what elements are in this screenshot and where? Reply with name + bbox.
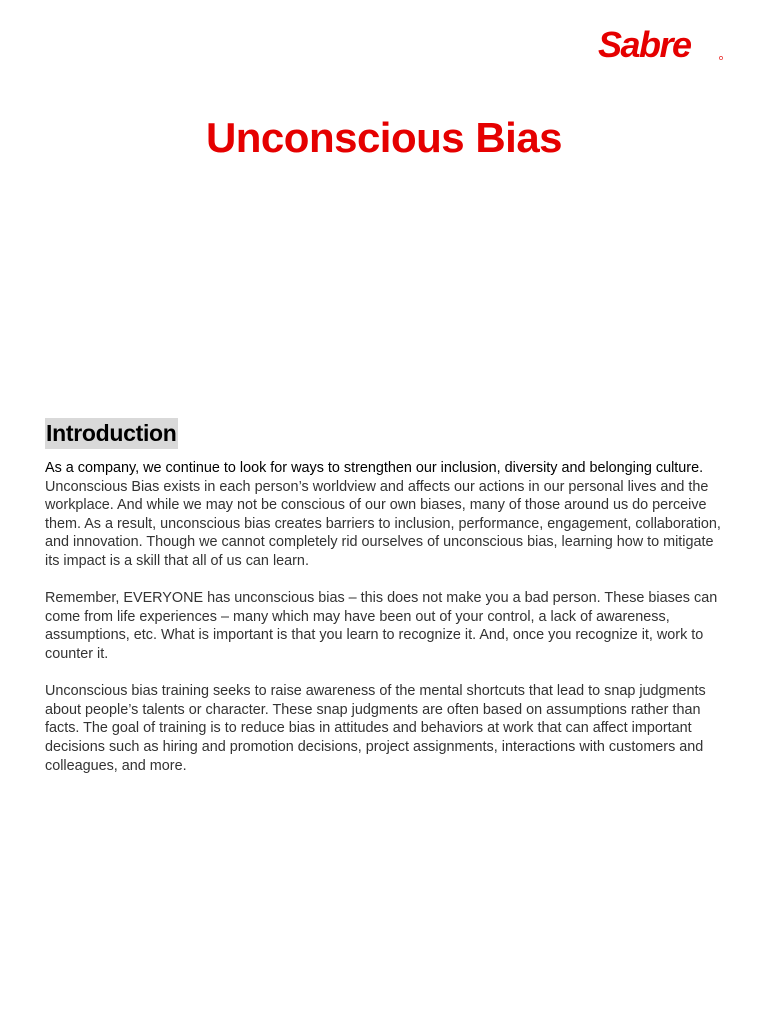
section-heading: Introduction (45, 418, 178, 449)
paragraph-3 (45, 682, 725, 775)
paragraph-1 (45, 459, 725, 571)
registered-mark-icon (719, 56, 722, 59)
sabre-logo (598, 26, 724, 62)
paragraph-2 (45, 589, 725, 663)
sabre-logo-mark (598, 26, 724, 62)
sabre-logo-text: Sabre (598, 26, 691, 62)
document-body (45, 418, 725, 794)
paragraph-2-text: Remember, EVERYONE has unconscious bias – this does not make you a bad person. These biases can come from life experiences – many which may have been out of your control, a lack of awareness, assumptions, etc. What is important is that you learn to recognize it. And, once you recognize it, work to counter it. (45, 590, 718, 662)
paragraph-1-text: Unconscious Bias exists in each person’s worldview and affects our actions in our personal lives and the workplace. And while we may not be conscious of our own biases, many of those around us do perceive them. As a result, unconscious bias creates barriers to inclusion, performance, engagement, collaboration, and innovation. Though we cannot completely rid ourselves of unconscious bias, learning how to mitigate its impact is a skill that all of us can learn. (45, 478, 721, 569)
document-title: Unconscious Bias (205, 114, 563, 161)
paragraph-1-lead: As a company, we continue to look for ways to strengthen our inclusion, diversity and belonging culture. (45, 460, 704, 476)
paragraph-3-text: Unconscious bias training seeks to raise awareness of the mental shortcuts that lead to snap judgments about people’s talents or character. These snap judgments are often based on assumptions rather than facts. The goal of training is to reduce bias in attitudes and behaviors at work that can affect important decisions such as hiring and promotion decisions, project assignments, interactions with customers and colleagues, and more. (45, 683, 706, 774)
